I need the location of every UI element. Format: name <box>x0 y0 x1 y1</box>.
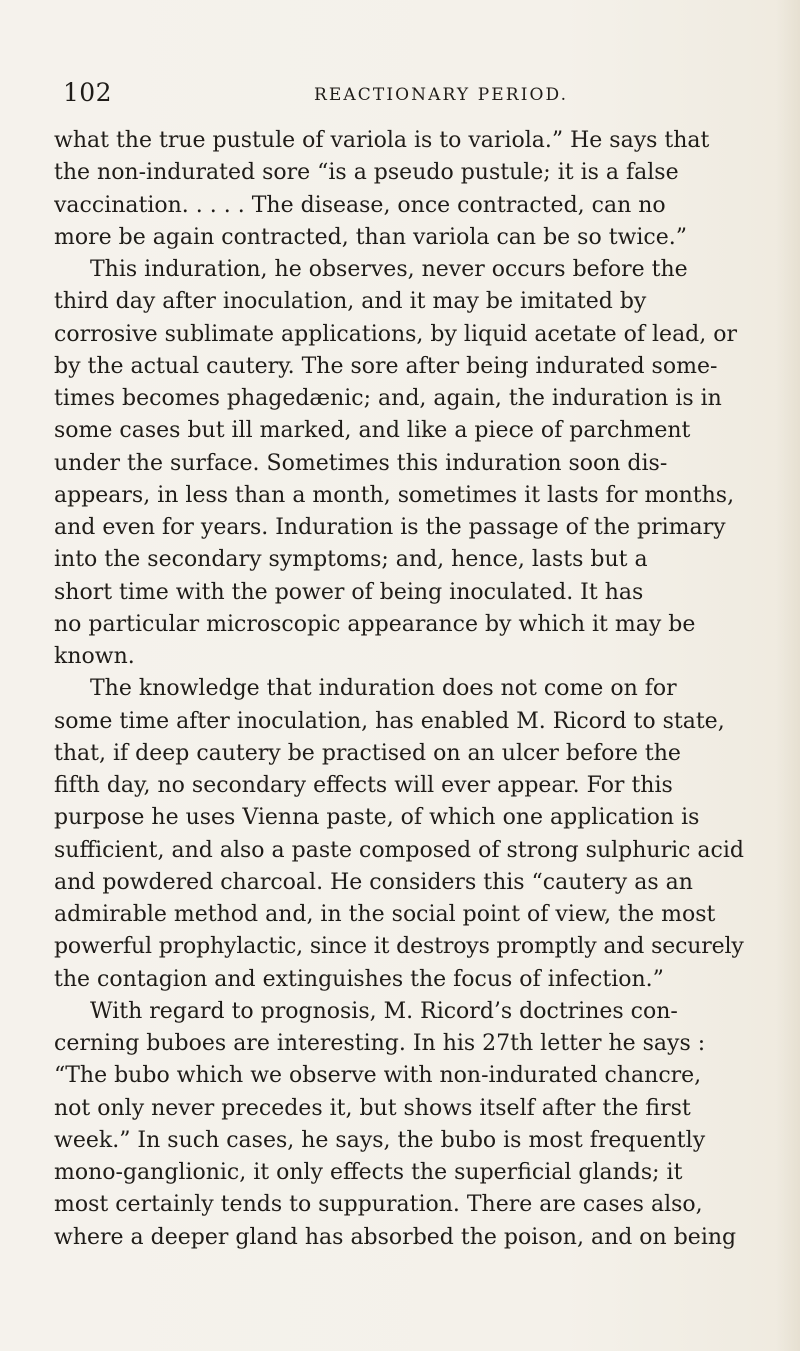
text-line: third day after inoculation, and it may be imitated by <box>54 289 647 315</box>
text-line: “The bubo which we observe with non-indurated chancre, <box>54 1063 702 1089</box>
text-line: some cases but ill marked, and like a piece of parchment <box>54 418 691 444</box>
text-line: under the surface. Sometimes this induration soon dis- <box>54 450 668 476</box>
text-line: the non-indurated sore “is a pseudo pustule; it is a false <box>54 160 679 186</box>
running-title: REACTIONARY PERIOD. <box>314 85 569 105</box>
text-line: and even for years. Induration is the passage of the primary <box>54 515 726 540</box>
text-line: week.” In such cases, he says, the bubo is most frequently <box>54 1127 706 1153</box>
page-number: 102 <box>63 78 112 107</box>
text-line: cerning buboes are interesting. In his 27th letter he says : <box>54 1031 706 1056</box>
text-line: not only never precedes it, but shows itself after the first <box>54 1095 691 1121</box>
text-line: powerful prophylactic, since it destroys promptly and securely <box>54 934 744 960</box>
text-line: by the actual cautery. The sore after being indurated some- <box>54 353 718 379</box>
text-line: purpose he uses Vienna paste, of which one application is <box>54 805 700 831</box>
text-line: sufficient, and also a paste composed of strong sulphuric acid <box>54 837 744 863</box>
text-line: that, if deep cautery be practised on an ulcer before the <box>54 740 681 766</box>
text-line: into the secondary symptoms; and, hence, lasts but a <box>54 547 648 573</box>
text-line: With regard to prognosis, M. Ricord’s doctrines con- <box>90 998 678 1024</box>
text-line: appears, in less than a month, sometimes it lasts for months, <box>54 482 735 508</box>
text-line: short time with the power of being inoculated. It has <box>54 579 644 605</box>
text-line: corrosive sublimate applications, by liquid acetate of lead, or <box>54 321 738 347</box>
body-text <box>54 125 744 1254</box>
text-line: fifth day, no secondary effects will ever appear. For this <box>54 773 673 798</box>
page-edge-shadow <box>776 0 800 1351</box>
text-line: and powdered charcoal. He considers this “cautery as an <box>54 869 693 895</box>
text-line: This induration, he observes, never occurs before the <box>90 257 688 282</box>
text-line: no particular microscopic appearance by which it may be <box>54 611 696 637</box>
text-line: vaccination. . . . . The disease, once contracted, can no <box>54 192 666 218</box>
text-line: most certainly tends to suppuration. There are cases also, <box>54 1192 703 1218</box>
text-line: what the true pustule of variola is to variola.” He says that <box>54 128 710 153</box>
text-line: mono-ganglionic, it only effects the superficial glands; it <box>54 1160 683 1185</box>
text-line: times becomes phagedænic; and, again, the induration is in <box>54 386 722 411</box>
text-line: The knowledge that induration does not come on for <box>90 676 677 702</box>
text-line: the contagion and extinguishes the focus of infection.” <box>54 966 664 992</box>
text-line: more be again contracted, than variola can be so twice.” <box>54 224 687 250</box>
text-line: admirable method and, in the social point of view, the most <box>54 902 716 927</box>
text-line: where a deeper gland has absorbed the poison, and on being <box>54 1224 737 1250</box>
text-line: known. <box>54 644 135 669</box>
text-line: some time after inoculation, has enabled M. Ricord to state, <box>54 708 725 734</box>
page-header <box>63 78 733 118</box>
